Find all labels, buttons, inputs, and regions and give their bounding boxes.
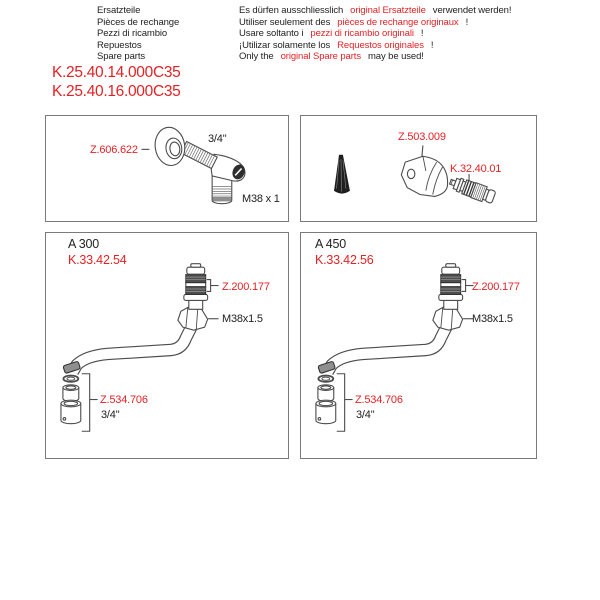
cartridge-drawing: [448, 174, 497, 205]
notice-pre: ¡Utilizar solamente los: [239, 39, 331, 51]
notice-post: may be used!: [367, 51, 424, 62]
language-line: Pièces de rechange: [97, 16, 180, 28]
callout-bracket: [337, 374, 345, 431]
notice-line: [239, 5, 511, 17]
language-line: Repuestos: [97, 39, 142, 51]
language-line: Pezzi di ricambio: [97, 28, 168, 39]
notice-post: !: [430, 39, 434, 51]
label-aerator-part: Z.200.177: [222, 281, 270, 293]
callout-bracket: [82, 374, 90, 431]
label-union-pipe-thread: 3/4": [208, 133, 227, 145]
language-line: Ersatzteile: [97, 5, 141, 16]
callout-bracket: [462, 280, 466, 292]
label-handle-part: Z.503.009: [398, 131, 446, 143]
label-spout-model: A 300: [68, 237, 99, 251]
label-outlet-part: Z.534.706: [100, 394, 148, 406]
aerator-insert-drawing: [63, 385, 79, 401]
notice-line: [239, 17, 511, 29]
label-cartridge-part: K.32.40.01: [450, 163, 502, 175]
notice-red: original Spare parts: [280, 51, 361, 62]
label-union-part: Z.606.622: [90, 144, 138, 156]
label-nut-thread: M38x1.5: [222, 313, 263, 325]
notice-list: [239, 5, 511, 63]
product-code: K.25.40.14.000C35: [52, 64, 181, 81]
notice-red: original Ersatzteile: [350, 5, 426, 16]
escutcheon-drawing: [153, 125, 187, 167]
language-line: Spare parts: [97, 51, 146, 62]
label-spout-part: K.33.42.56: [315, 253, 374, 267]
outlet-body-drawing: [316, 400, 336, 424]
label-outlet-part: Z.534.706: [355, 394, 403, 406]
handle-knob-drawing: [401, 156, 447, 196]
panel-wall-union: [45, 115, 289, 222]
label-aerator-part: Z.200.177: [472, 281, 520, 293]
panel-spout-a450: [300, 232, 537, 459]
panel-handle-cartridge: [300, 115, 537, 222]
language-list: [97, 5, 179, 63]
label-outlet-thread: 3/4": [101, 409, 120, 421]
aerator-stack-drawing: [184, 264, 208, 310]
handle-insert-cone-drawing: [335, 155, 350, 193]
notice-red: Requestos originales: [337, 39, 424, 51]
panel-spout-a300: [45, 232, 289, 459]
washer-drawing: [63, 376, 78, 382]
notice-line: [239, 28, 511, 40]
product-code: K.25.40.16.000C35: [52, 82, 181, 100]
callout-line: [422, 145, 423, 156]
notice-pre: Utiliser seulement des: [239, 16, 331, 28]
notice-post: verwendet werden!: [432, 5, 512, 16]
spout-tube-drawing: [63, 326, 192, 373]
product-codes: [52, 64, 180, 101]
aerator-stack-drawing: [439, 264, 463, 310]
notice-pre: Usare soltanto i: [239, 28, 304, 39]
spout-tube-drawing: [318, 326, 447, 373]
notice-line: [239, 40, 511, 52]
label-outlet-thread: 3/4": [356, 409, 375, 421]
spout-nut-drawing: [433, 306, 463, 330]
notice-red: pièces de rechange originaux: [337, 16, 459, 28]
callout-bracket: [207, 280, 211, 292]
washer-drawing: [318, 376, 333, 382]
notice-post: !: [420, 28, 424, 39]
wall-union-drawing: [46, 116, 288, 221]
notice-line: [239, 51, 511, 63]
notice-post: !: [465, 16, 469, 28]
union-fitting-drawing: [181, 142, 246, 204]
label-nut-thread: M38x1.5: [472, 313, 513, 325]
label-spout-model: A 450: [315, 237, 346, 251]
outlet-body-drawing: [61, 400, 81, 424]
label-spout-part: K.33.42.54: [68, 253, 127, 267]
notice-pre: Es dürfen ausschliesslich: [239, 5, 344, 16]
notice-red: pezzi di ricambio originali: [310, 28, 414, 39]
spout-nut-drawing: [178, 306, 208, 330]
aerator-insert-drawing: [318, 385, 334, 401]
notice-pre: Only the: [239, 51, 274, 62]
label-union-bottom-thread: M38 x 1: [242, 193, 280, 205]
